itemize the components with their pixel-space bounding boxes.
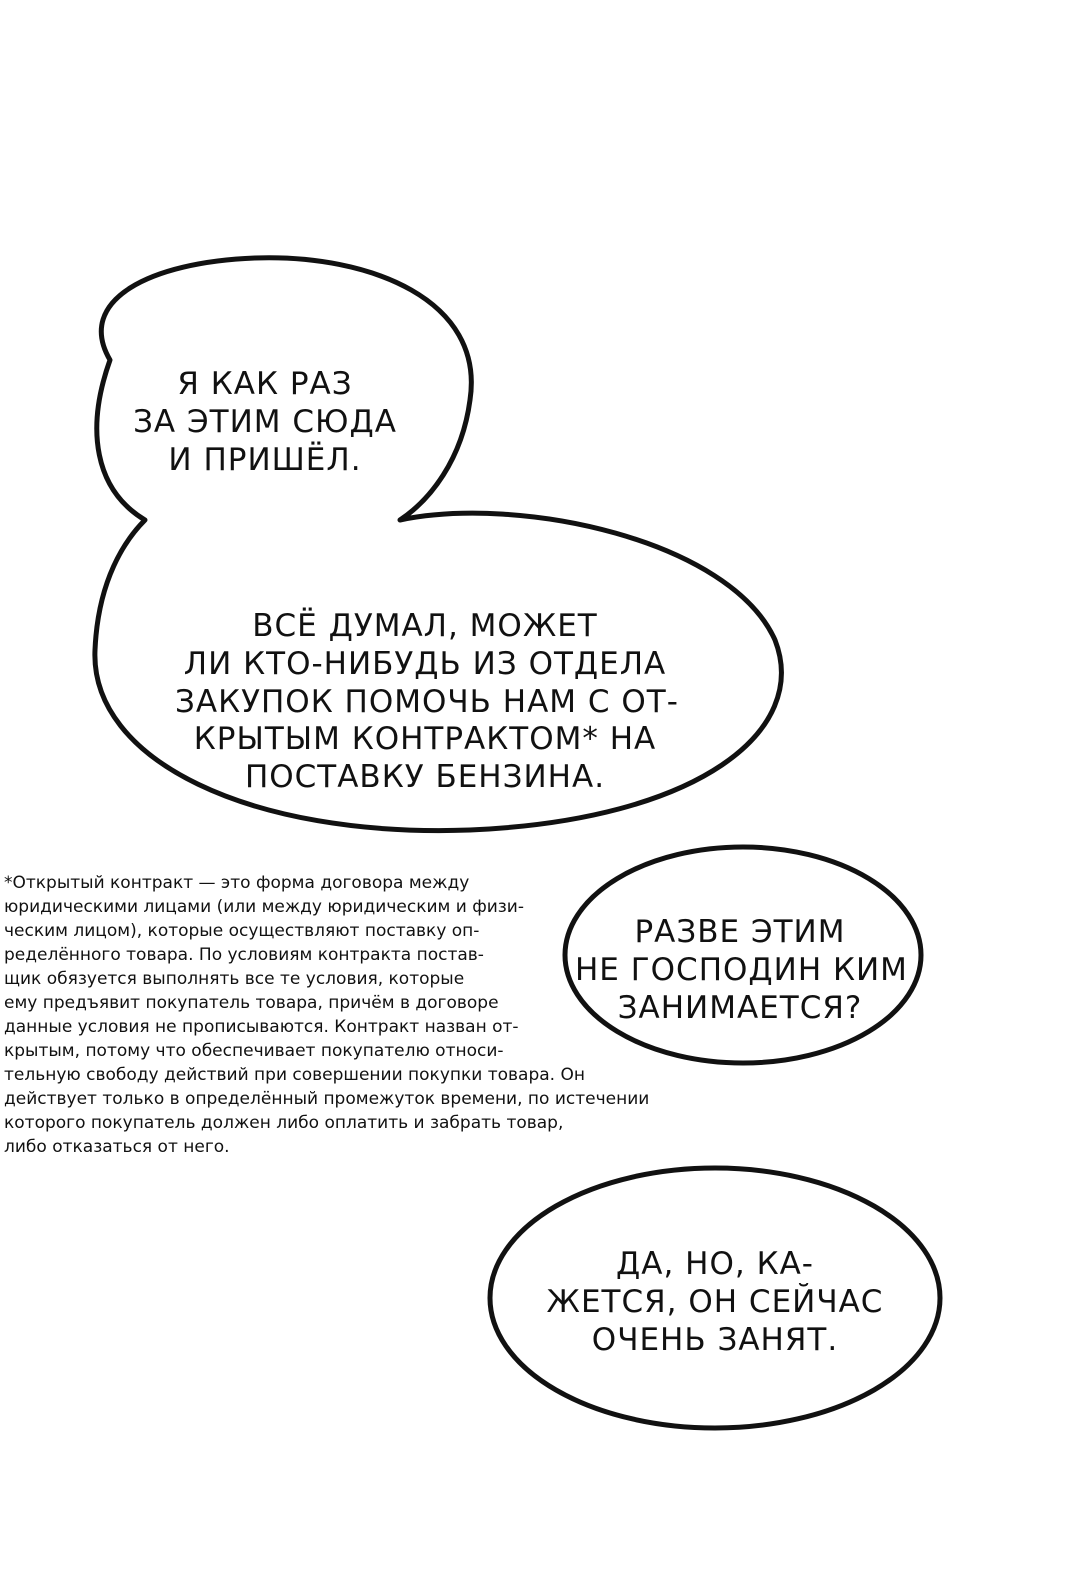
bubble-line: ЗА ЭТИМ СЮДА	[133, 403, 397, 440]
footnote-line: ределённого товара. По условиям контракта постав-	[4, 944, 484, 965]
bubble-line: ЗАНИМАЕТСЯ?	[617, 989, 863, 1026]
bubble-line: ВСЁ ДУМАЛ, МОЖЕТ	[252, 608, 598, 644]
footnote-line: ему предъявит покупатель товара, причём в договоре	[4, 992, 499, 1013]
bubble-line: ОЧЕНЬ ЗАНЯТ.	[591, 1321, 839, 1358]
bubble-4-text	[540, 1246, 890, 1359]
footnote-line: крытым, потому что обеспечивает покупателю относи-	[4, 1040, 504, 1061]
bubble-line: НЕ ГОСПОДИН КИМ	[575, 951, 908, 988]
bubble-2-text	[175, 608, 679, 797]
footnote-line: которого покупатель должен либо оплатить и забрать товар,	[4, 1112, 564, 1133]
bubble-line: ЗАКУПОК ПОМОЧЬ НАМ С ОТ-	[175, 683, 679, 720]
footnote-line: тельную свободу действий при совершении покупки товара. Он	[4, 1064, 585, 1085]
bubble-line: РАЗВЕ ЭТИМ	[634, 914, 846, 950]
bubble-line: ЖЕТСЯ, ОН СЕЙЧАС	[546, 1283, 884, 1320]
footnote-line: ческим лицом), которые осуществляют поставку оп-	[4, 920, 480, 941]
bubble-line: ПОСТАВКУ БЕНЗИНА.	[244, 759, 606, 796]
bubble-line: ДА, НО, КА-	[616, 1246, 814, 1282]
bubble-1-text	[130, 366, 400, 479]
bubble-line: И ПРИШЁЛ.	[168, 441, 362, 478]
footnote-line: *Открытый контракт — это форма договора между	[4, 873, 470, 893]
bubble-line: КРЫТЫМ КОНТРАКТОМ* НА	[193, 721, 657, 758]
footnote-line: данные условия не прописываются. Контракт назван от-	[4, 1016, 519, 1037]
footnote-line: либо отказаться от него.	[4, 1136, 230, 1157]
bubble-line: ЛИ КТО-НИБУДЬ ИЗ ОТДЕЛА	[183, 645, 667, 682]
bubble-line: Я КАК РАЗ	[177, 366, 353, 402]
footnote-line: юридическими лицами (или между юридическим и физи-	[4, 896, 524, 917]
footnote-line: действует только в определённый промежуток времени, по истечении	[4, 1088, 650, 1109]
translator-footnote	[4, 872, 724, 1160]
footnote-line: щик обязуется выполнять все те условия, которые	[4, 968, 465, 989]
